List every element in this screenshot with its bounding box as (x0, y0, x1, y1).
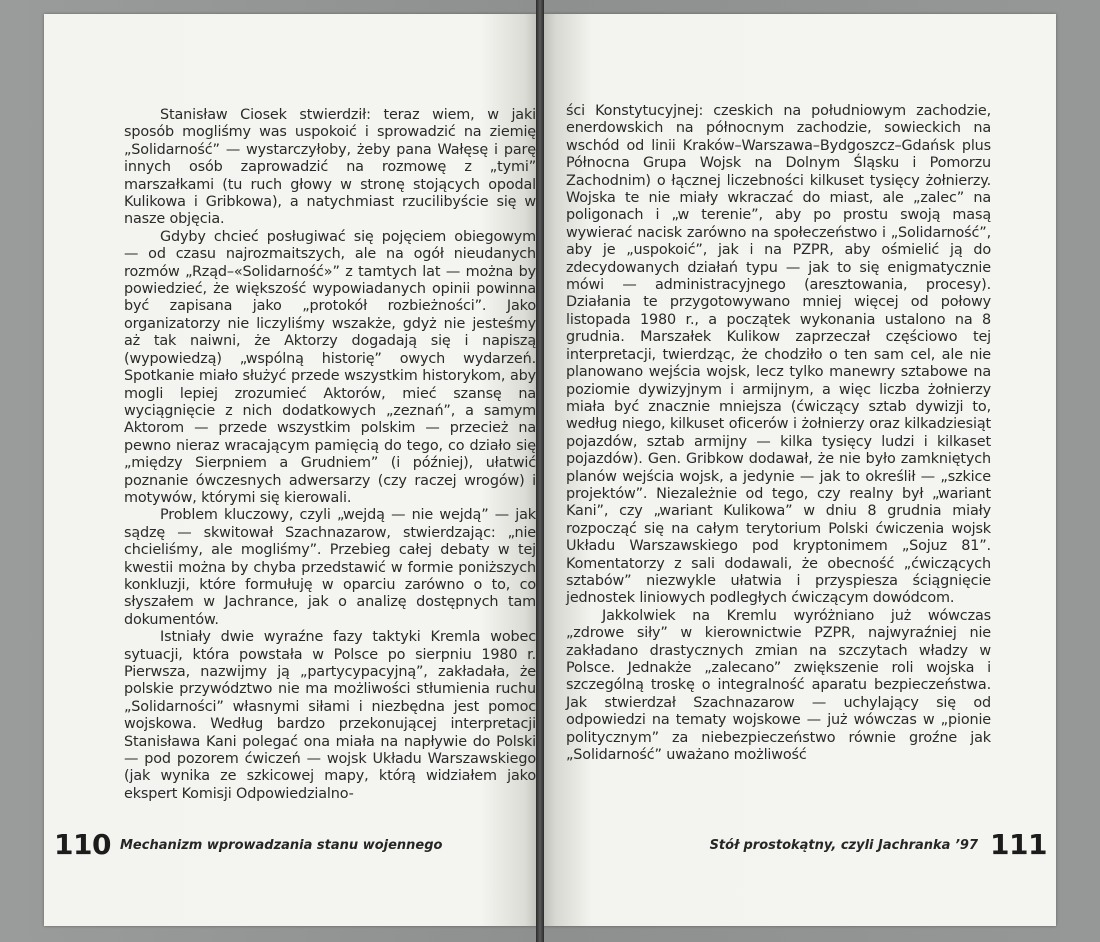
paragraph: Stanisław Ciosek stwierdził: teraz wiem, w jaki sposób mogliśmy was uspokoić i sprowadzić na ziemię „Solidarność” — wystarczyłoby, żeby pana Wałęsę i parę innych osób zaprowadzić na rozmowę z „tymi” marszałkami (tu ruch głowy w stronę stojących opodal Kulikowa i Gribkowa), a natychmiast rzucilibyście się w nasze objęcia. (124, 107, 536, 228)
running-head-left: Mechanizm wprowadzania stanu wojennego (120, 838, 443, 853)
running-head-right: Stół prostokątny, czyli Jachranka ’97 (709, 838, 978, 853)
left-page-text (124, 107, 536, 803)
paragraph: Gdyby chcieć posługiwać się pojęciem obiegowym — od czasu najrozmaitszych, ale na ogół nieudanych rozmów „Rząd–«Solidarność»” z tamtych lat — można by powiedzieć, że większość wypowiadanych opinii powinna być zapisana jako „protokół rozbieżności”. Jako organizatorzy nie liczyliśmy wszakże, gdyż nie jesteśmy aż tak naiwni, że Aktorzy dogadają się i napiszą (wypowiedzą) „wspólną historię” owych wydarzeń. Spotkanie miało służyć przede wszystkim historykom, aby mogli lepiej zrozumieć Aktorów, mieć szansę na wyciągnięcie z nich dodatkowych „zeznań”, a samym Aktorom — przede wszystkim polskim — przecież na pewno nieraz wracającym pamięcią do tego, co działo się „między Sierpniem a Grudniem” (i później), ułatwić poznanie ówczesnych adwersarzy (czy raczej wrogów) i motywów, którymi się kierowali. (124, 228, 536, 506)
paragraph: Problem kluczowy, czyli „wejdą — nie wejdą” — jak sądzę — skwitował Szachnazarow, stwierdzając: „nie chcieliśmy, ale mogliśmy”. Przebieg całej debaty w tej kwestii można by chyba przedstawić w formie poniższych konkluzji, które formułuję w oparciu zarówno o to, co słyszałem w Jachrance, jak o analizę dostępnych tam dokumentów. (124, 507, 536, 628)
right-page-text (566, 103, 991, 764)
page-number-left: 110 (54, 828, 111, 861)
page-number-right: 111 (990, 828, 1047, 861)
paragraph: Jakkolwiek na Kremlu wyróżniano już wówczas „zdrowe siły” w kierownictwie PZPR, najwyraźniej nie zakładano drastycznych zmian na szczytach władzy w Polsce. Jednakże „zalecano” zwiększenie roli wojska i szczególną troskę o integralność aparatu bezpieczeństwa. Jak stwierdzał Szachnazarow — uchylający się od odpowiedzi na tematy wojskowe — już wówczas w „pionie politycznym” za niebezpieczeństwo równie groźne jak „Solidarność” uważano możliwość (566, 607, 991, 764)
paragraph: ści Konstytucyjnej: czeskich na południowym zachodzie, enerdowskich na północnym zachodzie, sowieckich na wschód od linii Kraków–Warszawa–Bydgoszcz–Gdańsk plus Północna Grupa Wojsk na Dolnym Śląsku i Pomorzu Zachodnim) o łącznej liczebności kilkuset tysięcy żołnierzy. Wojska te nie miały wkraczać do miast, ale „zalec” na poligonach i „w terenie”, aby po prostu swoją masą wywierać nacisk zarówno na społeczeństwo i „Solidarność”, aby je „uspokoić”, jak i na PZPR, aby ośmielić ją do zdecydowanych działań typu — jak to się enigmatycznie mówi — administracyjnego (aresztowania, procesy). Działania te przygotowywano mniej więcej od połowy listopada 1980 r., a początek wykonania ustalono na 8 grudnia. Marszałek Kulikow zaprzeczał częściowo tej interpretacji, twierdząc, że chodziło o ten sam cel, ale nie planowano wejścia wojsk, lecz tylko manewry sztabowe na poziomie dywizyjnym i armijnym, a więc liczba żołnierzy miała być znacznie mniejsza (ćwiczący sztab dywizji to, według niego, kilkuset oficerów i żołnierzy oraz kilkadziesiąt pojazdów, sztab armijny — kilka tysięcy ludzi i kilkaset pojazdów). Gen. Gribkow dodawał, że nie było zamkniętych planów wejścia wojsk, a jedynie — jak to określił — „szkice projektów”. Niezależnie od tego, czy realny był „wariant Kani”, czy „wariant Kulikowa” w dniu 8 grudnia miały rozpocząć się na całym terytorium Polski ćwiczenia wojsk Układu Warszawskiego pod kryptonimem „Sojuz 81”. Komentatorzy z sali dodawali, że obecność „ćwiczących sztabów” niezwykle ułatwia i przyspiesza ściągnięcie jednostek liniowych podległych ćwiczącym dowódcom. (566, 103, 991, 607)
book-spine (536, 0, 544, 942)
paragraph: Istniały dwie wyraźne fazy taktyki Kremla wobec sytuacji, która powstała w Polsce po sierpniu 1980 r. Pierwsza, nazwijmy ją „partycypacyjną”, zakładała, że polskie przywództwo nie ma możliwości stłumienia ruchu „Solidarności” własnymi siłami i niezbędna jest pomoc wojskowa. Według bardzo przekonującej interpretacji Stanisława Kani polegać ona miała na napływie do Polski — pod pozorem ćwiczeń — wojsk Układu Warszawskiego (jak wynika ze szkicowej mapy, którą widziałem jako ekspert Komisji Odpowiedzialno- (124, 629, 536, 802)
